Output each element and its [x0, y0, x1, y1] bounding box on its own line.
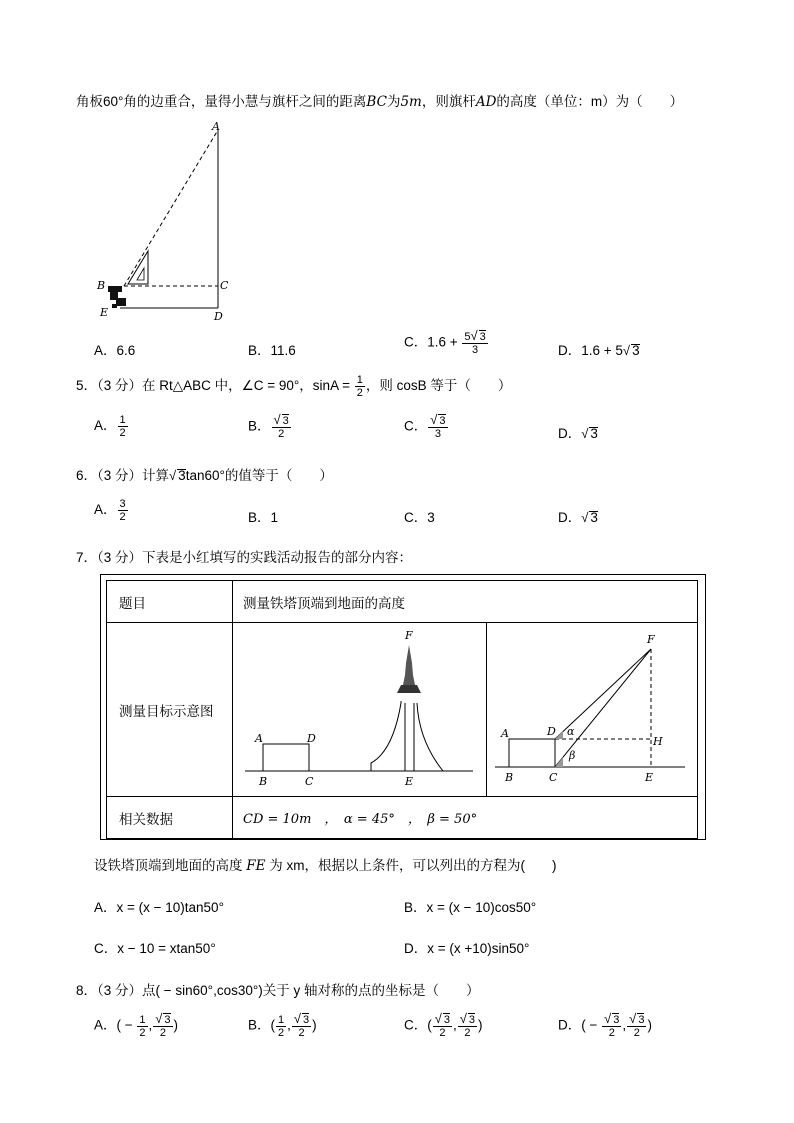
q6-option-c[interactable]: C．3	[404, 510, 435, 525]
q8-option-c[interactable]	[404, 1013, 483, 1039]
q8-b-close: )	[312, 1017, 317, 1033]
q5-stem	[76, 374, 511, 399]
q5-option-d[interactable]: D．√ 3	[558, 426, 598, 441]
q6-a-label: A．	[94, 502, 117, 518]
q8-option-a[interactable]	[94, 1013, 178, 1039]
tower-platform	[397, 685, 421, 693]
label-h: H	[653, 735, 663, 748]
q6-suffix: tan60°的值等于（ ）	[185, 468, 333, 483]
q4-flagpole-figure	[90, 118, 240, 324]
tower-right-leg	[417, 703, 443, 771]
q8-b-comma: ,	[287, 1017, 291, 1033]
label-c: C	[220, 279, 229, 292]
building-rect	[509, 739, 555, 767]
q4-option-d[interactable]: D．1.6 + 5√ 3	[558, 343, 640, 358]
alpha-angle-mark	[555, 731, 563, 739]
q5-option-a[interactable]	[94, 414, 129, 439]
label-c: C	[549, 771, 558, 784]
q4-option-c-prefix: C．1.6 +	[404, 334, 462, 350]
q5-c-frac: $\frac{√ 3}{3}$	[430, 412, 446, 440]
q4-option-b[interactable]: B．11.6	[248, 343, 296, 358]
q7-option-d[interactable]: D．x = (x +10)sin50°	[404, 941, 530, 956]
q4-stem-mid2: ，则旗杆	[421, 94, 476, 109]
q8-c-close: )	[478, 1017, 483, 1033]
q5-b-frac: $\frac{√ 3}{2}$	[273, 412, 289, 440]
q5-c-rad: 3	[439, 415, 446, 427]
q8-d-r2: 3	[638, 1014, 645, 1026]
q8-b-label: B．(	[248, 1017, 275, 1033]
label-d: D	[307, 732, 316, 745]
q8-a-frac1	[137, 1014, 147, 1039]
q8-c-r1: 3	[443, 1014, 451, 1026]
row-data-head: 相关数据	[107, 797, 233, 839]
q6-a-num: 3	[119, 498, 126, 510]
q4-c-den: 3	[472, 344, 479, 356]
q5-b-label: B．	[248, 418, 271, 434]
q5-a-label: A．	[94, 418, 117, 434]
q6-option-a[interactable]	[94, 498, 129, 523]
q6-option-d[interactable]: D．√ 3	[558, 510, 598, 525]
label-beta: β	[569, 749, 576, 762]
q8-c-frac1: $\frac{√ 3}{2}$	[434, 1011, 451, 1039]
q6-rad: 3	[178, 468, 186, 483]
row-data-value: CD = 10m ， α = 45° ， β = 50°	[233, 797, 698, 839]
row-title-head: 题目	[107, 581, 233, 623]
q6-stem: 6．（3 分）计算√ 3tan60°的值等于（ ）	[76, 468, 333, 483]
q5-option-b[interactable]	[248, 414, 292, 440]
row-title-value: 测量铁塔顶端到地面的高度	[233, 581, 698, 623]
q5-option-c[interactable]	[404, 414, 449, 440]
q4-d-rad: 3	[632, 343, 640, 358]
q5-prefix: 5．（3 分）在 Rt△ABC 中，∠C = 90°，sinA =	[76, 378, 354, 394]
q5-a-num: 1	[119, 414, 126, 426]
q8-d-r1: 3	[613, 1014, 620, 1026]
q4-option-a[interactable]: A．6.6	[94, 343, 136, 358]
q5-b-rad: 3	[282, 415, 289, 427]
q8-d-close: )	[647, 1017, 652, 1033]
q5-a-den: 2	[119, 427, 126, 439]
q4-stem-end: 的高度（单位：m）为（ ）	[496, 94, 684, 109]
q4-option-c-fraction: $\frac{5√ 3}{3}$	[464, 328, 486, 356]
person-icon	[108, 286, 126, 308]
label-d: D	[214, 310, 223, 323]
q4-stem-mid: 为	[386, 94, 401, 109]
q7-option-c[interactable]: C．x − 10 = xtan50°	[94, 941, 216, 956]
q8-b-d1: 2	[278, 1026, 285, 1039]
label-a: A	[501, 727, 509, 740]
q8-c-d1: 2	[439, 1027, 446, 1039]
q8-a-label: A．( −	[94, 1017, 137, 1033]
q5-sin-fraction	[355, 374, 365, 399]
q5-a-frac	[118, 414, 128, 439]
q7-fe: FE	[246, 858, 266, 874]
label-alpha: α	[567, 725, 575, 738]
q6-a-frac	[118, 498, 128, 523]
q8-d-d1: 2	[608, 1027, 615, 1039]
q7-option-b[interactable]: B．x = (x − 10)cos50°	[404, 900, 537, 915]
q8-b-d2: 2	[298, 1027, 305, 1039]
q8-a-d2: 2	[159, 1027, 166, 1039]
label-c: C	[305, 775, 314, 788]
q8-c-label: C．(	[404, 1017, 432, 1033]
label-d: D	[547, 725, 556, 738]
q4-distance: 5m	[400, 94, 422, 110]
q5-d-label: D．	[558, 426, 582, 441]
diagram-cell-2	[487, 623, 698, 797]
q4-stem	[76, 90, 683, 110]
q8-a-n1: 1	[139, 1013, 146, 1026]
triangle-ruler-inner	[137, 268, 144, 280]
q5-c-label: C．	[404, 418, 428, 434]
q8-d-comma: ,	[622, 1017, 627, 1033]
tower-figure-1	[233, 623, 486, 793]
q7-stem: 7．（3 分）下表是小红填写的实践活动报告的部分内容：	[76, 550, 413, 565]
q7-followup	[94, 854, 557, 874]
q6-prefix: 6．（3 分）计算	[76, 468, 170, 483]
q8-option-d[interactable]	[558, 1013, 652, 1039]
q4-stem-text: 角板60°角的边重合，量得小慧与旗杆之间的距离	[76, 94, 367, 109]
tower-left-leg	[371, 701, 401, 771]
q5-sin-num: 1	[356, 374, 363, 386]
q4-c-coef: 5	[464, 331, 471, 343]
q8-b-frac2: $\frac{√ 3}{2}$	[293, 1011, 310, 1039]
building-rect	[263, 744, 309, 771]
q8-option-b[interactable]	[248, 1013, 317, 1039]
q7-followup-pre: 设铁塔顶端到地面的高度	[94, 858, 247, 873]
diagram-cell-1	[233, 623, 487, 797]
label-b: B	[259, 775, 268, 788]
tower-spire	[399, 645, 419, 691]
label-a: A	[255, 732, 263, 745]
label-f: F	[647, 633, 655, 646]
q4-bc: BC	[366, 94, 387, 110]
q5-c-den: 3	[434, 428, 441, 440]
q4-c-rad: 3	[479, 331, 486, 343]
q8-b-n1: 1	[278, 1013, 285, 1026]
q8-c-comma: ,	[453, 1017, 457, 1033]
q8-a-frac2: $\frac{√ 3}{2}$	[155, 1011, 171, 1039]
q5-sin-den: 2	[356, 387, 363, 399]
q8-a-r2: 3	[164, 1014, 171, 1026]
sight-line	[124, 130, 218, 286]
label-e: E	[645, 771, 654, 784]
q8-a-close: )	[173, 1017, 179, 1033]
q5-d-rad: 3	[590, 426, 598, 441]
q8-c-r2: 3	[468, 1014, 476, 1026]
q7-followup-end: ( )	[520, 858, 557, 873]
q6-d-rad: 3	[590, 510, 598, 525]
q6-a-den: 2	[119, 511, 126, 523]
label-a: A	[212, 120, 220, 133]
label-e: E	[405, 775, 414, 788]
q4-ad: AD	[475, 94, 497, 110]
q7-followup-mid: 为 xm，根据以上条件，可以列出的方程为	[265, 858, 521, 873]
q8-d-frac2: $\frac{√ 3}{2}$	[629, 1011, 645, 1039]
q8-d-label: D．( −	[558, 1017, 602, 1033]
q4-option-c[interactable]	[404, 330, 489, 356]
q7-option-a[interactable]: A．x = (x − 10)tan50°	[94, 900, 224, 915]
report-table	[106, 580, 698, 839]
q8-a-d1: 2	[139, 1026, 146, 1039]
q6-option-b[interactable]: B．1	[248, 510, 279, 525]
label-b: B	[505, 771, 514, 784]
label-e: E	[100, 306, 109, 319]
row-diagram-head: 测量目标示意图	[107, 623, 233, 797]
q8-stem: 8．（3 分）点( − sin60°,cos30°)关于 y 轴对称的点的坐标是（ ）	[76, 983, 480, 998]
q5-suffix: ，则 cosB 等于（ ）	[365, 378, 512, 394]
label-f: F	[405, 629, 413, 642]
q8-b-r2: 3	[303, 1014, 310, 1026]
q8-a-comma: ,	[148, 1017, 153, 1033]
q8-d-d2: 2	[633, 1027, 640, 1039]
q8-c-d2: 2	[464, 1027, 471, 1039]
q6-d-label: D．	[558, 510, 582, 525]
q8-c-frac2: $\frac{√ 3}{2}$	[459, 1011, 476, 1039]
q8-b-frac1	[276, 1014, 286, 1039]
q4-option-d-prefix: D．1.6 + 5	[558, 343, 623, 358]
q5-b-den: 2	[278, 428, 285, 440]
label-b: B	[97, 279, 106, 292]
q8-d-frac1: $\frac{√ 3}{2}$	[604, 1011, 620, 1039]
tower-figure-2	[487, 623, 697, 793]
